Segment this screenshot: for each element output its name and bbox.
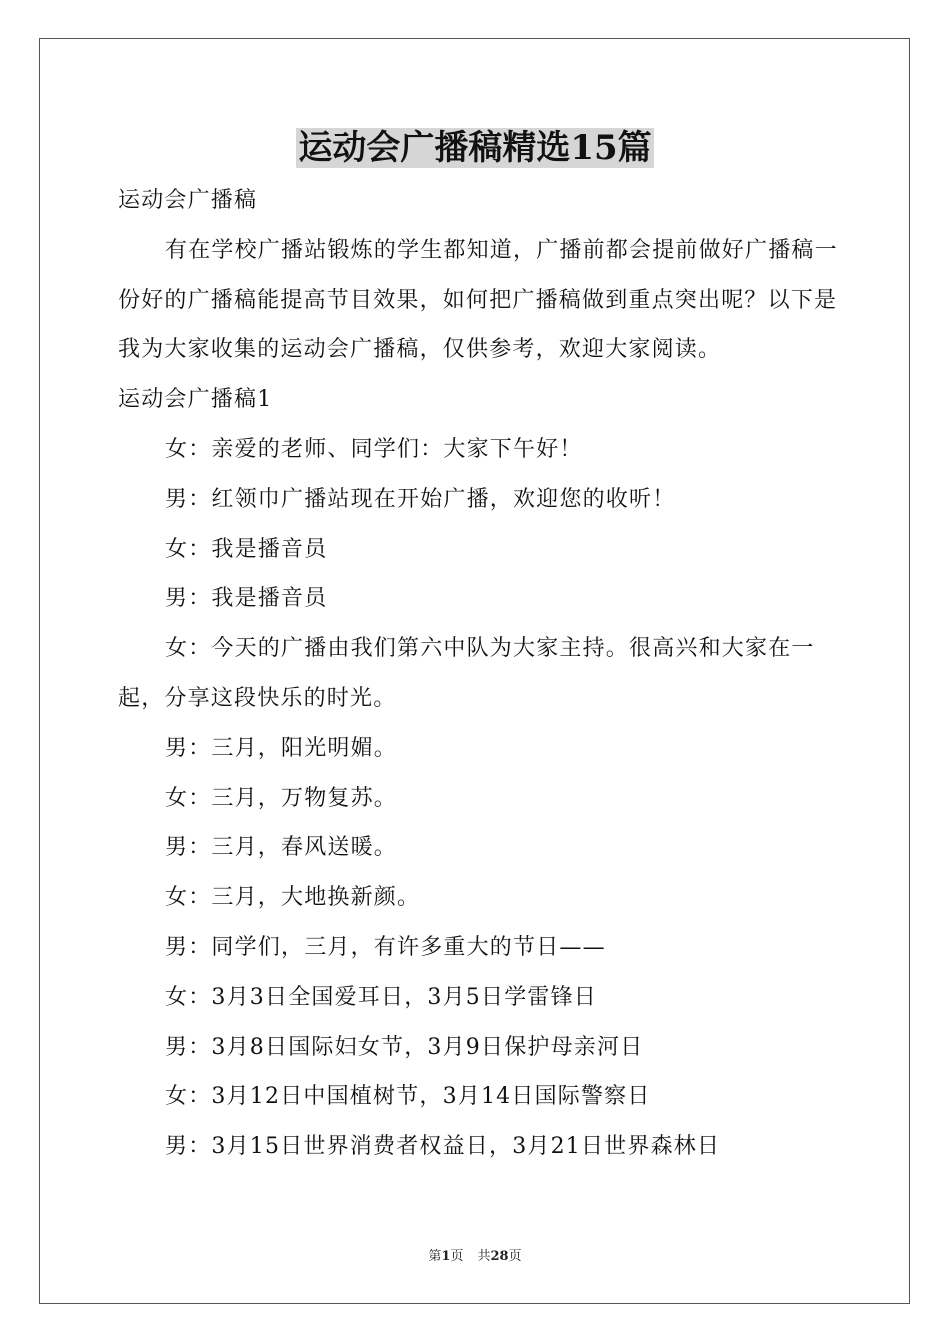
paragraph: 男：三月，阳光明媚。 <box>165 735 398 761</box>
paragraph: 运动会广播稿 <box>118 188 258 213</box>
paragraph: 男：同学们，三月，有许多重大的节日—— <box>165 934 606 960</box>
paragraph: 女：3月12日中国植树节，3月14日国际警察日 <box>165 1084 651 1110</box>
paragraph: 女：今天的广播由我们第六中队为大家主持。很高兴和大家在一起，分享这段快乐的时光。 <box>118 636 815 711</box>
page-footer <box>0 1248 950 1266</box>
page-total: 共28页 <box>477 1249 522 1264</box>
paragraph: 女：我是播音员 <box>165 536 328 562</box>
paragraph: 女：三月，大地换新颜。 <box>165 885 421 911</box>
paragraph: 女：三月，万物复苏。 <box>165 785 398 811</box>
paragraph: 男：3月8日国际妇女节，3月9日保护母亲河日 <box>165 1034 644 1060</box>
paragraph: 男：红领巾广播站现在开始广播，欢迎您的收听！ <box>165 486 676 512</box>
paragraph: 男：我是播音员 <box>165 586 328 612</box>
document-body <box>118 176 838 1172</box>
paragraph: 女：3月3日全国爱耳日，3月5日学雷锋日 <box>165 984 597 1010</box>
document-title-text: 运动会广播稿精选15篇 <box>298 128 652 168</box>
paragraph: 运动会广播稿1 <box>118 387 273 413</box>
page-number: 第1页 <box>428 1249 464 1264</box>
paragraph: 有在学校广播站锻炼的学生都知道，广播前都会提前做好广播稿一份好的广播稿能提高节目效果，如何把广播稿做到重点突出呢？以下是我为大家收集的运动会广播稿，仅供参考，欢迎大家阅读。 <box>118 237 838 363</box>
paragraph: 男：三月，春风送暖。 <box>165 835 398 861</box>
paragraph: 男：3月15日世界消费者权益日，3月21日世界森林日 <box>165 1134 721 1160</box>
document-title <box>0 126 950 170</box>
paragraph: 女：亲爱的老师、同学们：大家下午好！ <box>165 436 583 462</box>
